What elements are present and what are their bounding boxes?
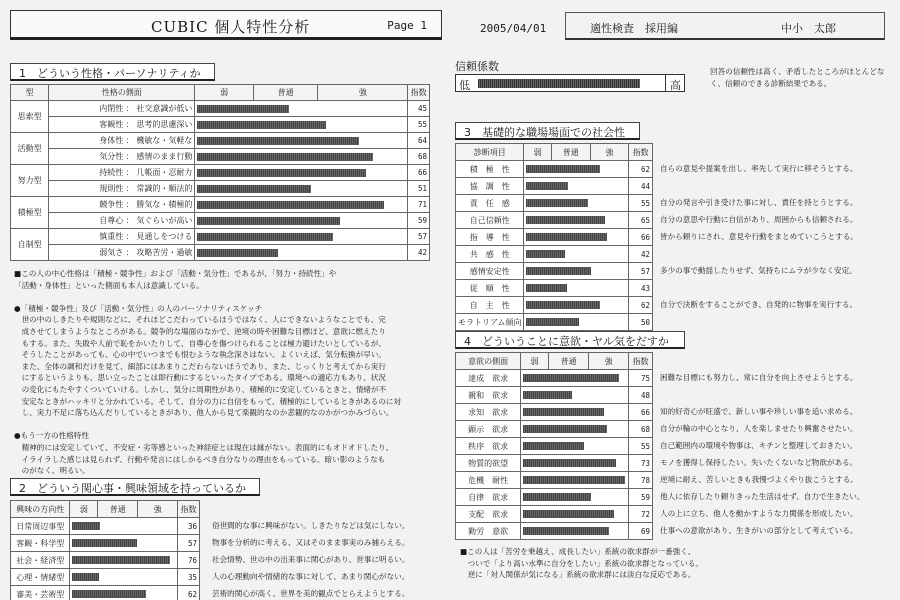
score-bar (523, 493, 591, 501)
table-row (456, 404, 653, 421)
bar-cell (524, 161, 629, 178)
bar-cell (70, 518, 178, 535)
bar-cell (195, 181, 408, 197)
note-line: ■この人の中心性格は「積極・競争性」および「活動・気分性」であるが、「努力・持続性」や (14, 269, 337, 278)
index-cell: 48 (629, 387, 653, 404)
row-comment: 自分の発言や引き受けた事に対し、責任を持とうとする。 (660, 198, 858, 207)
score-bar (523, 459, 616, 467)
index-cell: 76 (178, 552, 200, 569)
aspect-cell: 責 任 感 (456, 195, 524, 212)
bar-cell (521, 370, 629, 387)
table-row (11, 229, 430, 245)
row-comment: 皆から頼りにされ、意見や行動をまとめていこうとする。 (660, 232, 858, 241)
index-cell: 57 (629, 263, 653, 280)
index-cell: 57 (178, 535, 200, 552)
table-row (11, 245, 430, 261)
reliability-fill (478, 79, 640, 88)
bar-cell (524, 212, 629, 229)
reliability-label: 信頼係数 (455, 60, 499, 73)
row-comment: 社会情勢、世の中の出来事に関心があり、世事に明るい。 (212, 555, 410, 564)
score-bar (526, 267, 591, 275)
interest-table (10, 500, 200, 600)
score-bar (523, 510, 614, 518)
score-bar (72, 522, 100, 530)
bar-cell (195, 213, 408, 229)
score-bar (526, 216, 605, 224)
personality-table (10, 84, 430, 261)
row-comment: 他人に依存したり頼りきった生活はせず、自力で生きたい。 (660, 492, 865, 501)
index-cell: 42 (408, 245, 430, 261)
score-bar (526, 165, 600, 173)
note-line: 世の中のしきたりや規則などに、それほどこだわっているほうではなく、人にできないようなことでも、完 (14, 315, 386, 325)
note-line: し、実力不足に落ち込んだりしているときがあり、他人から見て楽観的なのか悲観的なのかがつかみづらい。 (14, 408, 394, 418)
section-4-title: 4 どういうことに意欲・ヤル気をだすか (455, 331, 685, 349)
score-bar (197, 105, 289, 113)
score-bar (523, 425, 607, 433)
bar-cell (195, 101, 408, 117)
aspect-cell: 身体性 ： 機敏な・気軽な (49, 133, 195, 149)
col-strong: 強 (138, 501, 178, 518)
table-row (456, 314, 653, 331)
score-bar (197, 169, 366, 177)
score-bar (526, 284, 566, 292)
bar-cell (195, 197, 408, 213)
bar-cell (70, 535, 178, 552)
note-line: ついで「より高い水準に自分をしたい」系統の欲求群となっている。 (460, 558, 703, 568)
table-row (456, 195, 653, 212)
score-bar (72, 573, 98, 581)
aspect-cell: 客観・科学型 (11, 535, 70, 552)
reliability-high: 高 (670, 79, 681, 92)
aspect-cell: 気分性 ： 感情のまま行動 (49, 149, 195, 165)
social-table (455, 143, 653, 331)
note-line: のがなく、明るい。 (14, 466, 90, 476)
index-cell: 73 (629, 455, 653, 472)
personality-notes (14, 268, 434, 477)
col-index: 指数 (178, 501, 200, 518)
col-index: 指数 (629, 144, 653, 161)
aspect-cell: 支配 欲求 (456, 506, 521, 523)
index-cell: 68 (629, 421, 653, 438)
table-row (456, 178, 653, 195)
col-aspect: 診断項目 (456, 144, 524, 161)
aspect-cell: 求知 欲求 (456, 404, 521, 421)
aspect-cell: 競争性 ： 勝気な・積極的 (49, 197, 195, 213)
col-type: 型 (11, 85, 49, 101)
bar-cell (195, 245, 408, 261)
candidate-header (565, 12, 885, 40)
table-row (11, 586, 200, 600)
aspect-cell: 勤労 意欲 (456, 523, 521, 540)
table-row (456, 212, 653, 229)
note-line (14, 291, 434, 303)
score-bar (526, 301, 600, 309)
bar-cell (524, 263, 629, 280)
aspect-cell: 従 順 性 (456, 280, 524, 297)
index-cell: 65 (629, 212, 653, 229)
aspect-cell: 持続性 ： 几帳面・忍耐力 (49, 165, 195, 181)
score-bar (72, 556, 170, 564)
index-cell: 66 (408, 165, 430, 181)
reliability-divider (665, 75, 666, 91)
row-comment: 自己範囲内の環境や物事は、キチンと整理しておきたい。 (660, 441, 858, 450)
table-row (11, 197, 430, 213)
row-comment: 物事を分析的に考える、又はそのまま事実のみ捕らえる。 (212, 538, 410, 547)
reliability-note: 回答の信頼性は高く、矛盾したところがほとんどなく、信頼のできる診断結果である。 (710, 67, 885, 88)
aspect-cell: 心理・情緒型 (11, 569, 70, 586)
candidate-name: 中小 太郎 (781, 22, 836, 35)
bar-cell (195, 165, 408, 181)
note-line: ●もう一方の性格特性 (14, 431, 89, 441)
aspect-cell: 自己信頼性 (456, 212, 524, 229)
reliability-low: 低 (459, 79, 470, 92)
aspect-cell: 顕示 欲求 (456, 421, 521, 438)
bar-cell (70, 552, 178, 569)
index-cell: 55 (629, 438, 653, 455)
bar-cell (524, 229, 629, 246)
aspect-cell: モラトリアム傾向 (456, 314, 524, 331)
col-strong: 強 (590, 144, 629, 161)
aspect-cell: 審美・芸術型 (11, 586, 70, 600)
table-row (456, 472, 653, 489)
table-row (456, 489, 653, 506)
aspect-cell: 指 導 性 (456, 229, 524, 246)
table-row (11, 181, 430, 197)
row-comment: モノを獲得し保持したい。失いたくないなど物欲がある。 (660, 458, 858, 467)
table-row (456, 438, 653, 455)
section-2-title: 2 どういう関心事・興味領域を持っているか (10, 478, 260, 496)
test-type: 適性検査 採用編 (590, 22, 678, 35)
index-cell: 36 (178, 518, 200, 535)
note-line: もする。また、失敗や人前で恥をかいたりして、自尊心を傷つけられることは極力避けたいとしているが、 (14, 338, 386, 348)
score-bar (72, 590, 146, 598)
page-number: Page 1 (387, 19, 427, 32)
bar-cell (524, 246, 629, 263)
table-row (456, 387, 653, 404)
table-row (11, 149, 430, 165)
report-title: CUBIC 個人特性分析 (151, 18, 311, 36)
table-row (456, 229, 653, 246)
index-cell: 51 (408, 181, 430, 197)
col-normal: 普通 (551, 144, 590, 161)
report-date: 2005/04/01 (480, 22, 547, 35)
index-cell: 71 (408, 197, 430, 213)
col-aspect: 性格の側面 (49, 85, 195, 101)
col-weak: 弱 (70, 501, 98, 518)
aspect-cell: 内閉性 ： 社交意識が低い (49, 101, 195, 117)
col-weak: 弱 (524, 144, 551, 161)
aspect-cell: 危機 耐性 (456, 472, 521, 489)
row-comment: 逆境に耐え、苦しいときも我慢づよくやり抜こうとする。 (660, 475, 858, 484)
bar-cell (521, 421, 629, 438)
index-cell: 66 (629, 404, 653, 421)
col-aspect: 興味の方向性 (11, 501, 70, 518)
note-line: 逆に「対人関係が気になる」系統の欲求群には淡白な反応である。 (460, 570, 696, 580)
motivation-table (455, 352, 653, 540)
aspect-cell: 物質的欲望 (456, 455, 521, 472)
aspect-cell: 親和 欲求 (456, 387, 521, 404)
index-cell: 62 (629, 297, 653, 314)
table-row (456, 455, 653, 472)
table-row (11, 552, 200, 569)
table-row (456, 161, 653, 178)
score-bar (72, 539, 137, 547)
note-line: イライラした感じは見られず、行動や発言にはしかるべき自分なりの理由をもっている。暗い影のようなも (14, 454, 386, 464)
table-row (456, 297, 653, 314)
aspect-cell: 感情安定性 (456, 263, 524, 280)
score-bar (526, 318, 579, 326)
table-row (456, 246, 653, 263)
section-3-title: 3 基礎的な職場場面での社会性 (455, 122, 640, 140)
col-index: 指数 (408, 85, 430, 101)
index-cell: 72 (629, 506, 653, 523)
col-normal: 普通 (549, 353, 589, 370)
index-cell: 78 (629, 472, 653, 489)
bar-cell (524, 314, 629, 331)
report-title-box (10, 10, 442, 40)
col-weak: 弱 (195, 85, 253, 101)
bar-cell (521, 506, 629, 523)
table-row (456, 370, 653, 387)
aspect-cell: 弱気さ ： 攻略苦労・過敏 (49, 245, 195, 261)
type-cell: 活動型 (11, 133, 49, 165)
bar-cell (521, 472, 629, 489)
score-bar (197, 201, 384, 209)
aspect-cell: 自 主 性 (456, 297, 524, 314)
note-line: の変化にもたやすくついていける。しかし、気分に周期性があり、積極的に安定しているときと、情緒が不 (14, 384, 387, 394)
row-comment: 困難な目標にも努力し、常に自分を向上させようとする。 (660, 373, 858, 382)
type-cell: 努力型 (11, 165, 49, 197)
index-cell: 55 (408, 117, 430, 133)
col-normal: 普通 (98, 501, 138, 518)
bar-cell (524, 280, 629, 297)
score-bar (197, 153, 373, 161)
bar-cell (521, 404, 629, 421)
score-bar (197, 121, 325, 129)
index-cell: 43 (629, 280, 653, 297)
aspect-cell: 自尊心 ： 気ぐらいが高い (49, 213, 195, 229)
col-strong: 強 (318, 85, 408, 101)
row-comment: 人の心理動向や情緒的な事に対して、あまり関心がない。 (212, 572, 410, 581)
score-bar (523, 442, 584, 450)
motivation-notes (460, 546, 890, 581)
table-row (456, 280, 653, 297)
bar-cell (524, 297, 629, 314)
note-line: 「活動・身体性」といった側面も本人は意識している。 (14, 280, 204, 290)
score-bar (526, 250, 565, 258)
section-1-title: 1 どういう性格・パーソナリティか (10, 63, 215, 81)
col-aspect: 意欲の側面 (456, 353, 521, 370)
aspect-cell: 積 極 性 (456, 161, 524, 178)
row-comment: 人の上に立ち、他人を動かすような力関係を形成したい。 (660, 509, 858, 518)
aspect-cell: 客観性 ： 思考的思慮深い (49, 117, 195, 133)
type-cell: 自制型 (11, 229, 49, 261)
bar-cell (521, 523, 629, 540)
table-row (456, 506, 653, 523)
index-cell: 62 (178, 586, 200, 600)
bar-cell (521, 455, 629, 472)
index-cell: 35 (178, 569, 200, 586)
bar-cell (524, 195, 629, 212)
aspect-cell: 慎重性 ： 見通しをつける (49, 229, 195, 245)
index-cell: 66 (629, 229, 653, 246)
table-row (456, 421, 653, 438)
aspect-cell: 達成 欲求 (456, 370, 521, 387)
table-row (11, 213, 430, 229)
note-line: そうしたことがあっても、心の中でいつまでも恨むような執念深さはない。よくいえば、気分転換が早い。 (14, 350, 387, 360)
score-bar (523, 391, 572, 399)
note-line: 精神的には安定していて、不安症・劣等感といった神経症とは現在は縁がない。表面的にもオドオドしたり、 (14, 442, 394, 452)
index-cell: 59 (408, 213, 430, 229)
index-cell: 59 (629, 489, 653, 506)
row-comment: 自らの意見や提案を出し、率先して実行に移そうとする。 (660, 164, 858, 173)
note-line: にするというよりも、思い立ったことは即行動にするといったタイプである。環境への適応力もあり、状況 (14, 373, 386, 383)
index-cell: 69 (629, 523, 653, 540)
score-bar (197, 137, 358, 145)
aspect-cell: 日常周辺事型 (11, 518, 70, 535)
bar-cell (70, 569, 178, 586)
index-cell: 50 (629, 314, 653, 331)
aspect-cell: 協 調 性 (456, 178, 524, 195)
aspect-cell: 社会・経済型 (11, 552, 70, 569)
table-row (456, 263, 653, 280)
aspect-cell: 規則性 ： 常識的・順法的 (49, 181, 195, 197)
bar-cell (195, 117, 408, 133)
row-comment: 自分が輪の中心となり、人を楽しませたり興奮させたい。 (660, 424, 858, 433)
bar-cell (70, 586, 178, 600)
score-bar (526, 199, 587, 207)
bar-cell (521, 489, 629, 506)
row-comment: 仕事への意欲があり、生きがいの部分として考えている。 (660, 526, 858, 535)
note-line (14, 419, 434, 431)
index-cell: 68 (408, 149, 430, 165)
score-bar (523, 408, 604, 416)
index-cell: 64 (408, 133, 430, 149)
table-row (11, 117, 430, 133)
aspect-cell: 秩序 欲求 (456, 438, 521, 455)
bar-cell (195, 149, 408, 165)
score-bar (197, 217, 340, 225)
row-comment: 俗世間的な事に興味がない。しきたりなどは気にしない。 (212, 521, 410, 530)
reliability-bar (455, 74, 685, 92)
index-cell: 57 (408, 229, 430, 245)
table-row (11, 535, 200, 552)
type-cell: 思索型 (11, 101, 49, 133)
score-bar (197, 249, 278, 257)
note-line: ●「積極・競争性」及び「活動・気分性」の人のパーソナリティスケッチ (14, 303, 263, 313)
note-line: 安定なときがハッキリと分かれている。そして、自分の力に自信をもって、積極的にしているときがあるのに対 (14, 396, 401, 406)
aspect-cell: 共 感 性 (456, 246, 524, 263)
score-bar (523, 476, 625, 484)
score-bar (197, 185, 311, 193)
index-cell: 44 (629, 178, 653, 195)
bar-cell (524, 178, 629, 195)
index-cell: 55 (629, 195, 653, 212)
score-bar (197, 233, 333, 241)
row-comment: 多少の事で動揺したりせず、気持ちにムラが少なく安定。 (660, 266, 857, 275)
col-weak: 弱 (521, 353, 549, 370)
bar-cell (521, 387, 629, 404)
index-cell: 75 (629, 370, 653, 387)
row-comment: 芸術的関心が高く、世界を美的観点でとらえようとする。 (212, 589, 410, 598)
row-comment: 自分の意思や行動に自信があり、周囲からも信頼される。 (660, 215, 858, 224)
score-bar (526, 182, 568, 190)
note-line: また、全体の調和だけを見て、細部にはあまりこだわらないほうであり、また、じっくりと考えてから実行 (14, 361, 386, 371)
table-row (11, 569, 200, 586)
table-row (456, 523, 653, 540)
row-comment: 自分で決断をすることができ、自発的に物事を実行する。 (660, 300, 858, 309)
table-row (11, 165, 430, 181)
col-normal: 普通 (253, 85, 318, 101)
score-bar (526, 233, 607, 241)
table-row (11, 101, 430, 117)
score-bar (523, 527, 609, 535)
type-cell: 積極型 (11, 197, 49, 229)
index-cell: 45 (408, 101, 430, 117)
table-row (11, 133, 430, 149)
bar-cell (195, 229, 408, 245)
row-comment: 知的好奇心が旺盛で、新しい事や珍しい事を追い求める。 (660, 407, 858, 416)
col-strong: 強 (589, 353, 629, 370)
table-row (11, 518, 200, 535)
note-line: ■この人は「苦労を乗越え、成長したい」系統の欲求群が一番強く、 (460, 547, 696, 556)
note-line: 成させてしまうようなところがある。競争的な場面のなかで、逆境の時や困難な目標ほど、意欲に燃えたり (14, 326, 386, 336)
score-bar (523, 374, 619, 382)
col-index: 指数 (629, 353, 653, 370)
bar-cell (195, 133, 408, 149)
bar-cell (521, 438, 629, 455)
index-cell: 62 (629, 161, 653, 178)
aspect-cell: 自律 欲求 (456, 489, 521, 506)
index-cell: 42 (629, 246, 653, 263)
